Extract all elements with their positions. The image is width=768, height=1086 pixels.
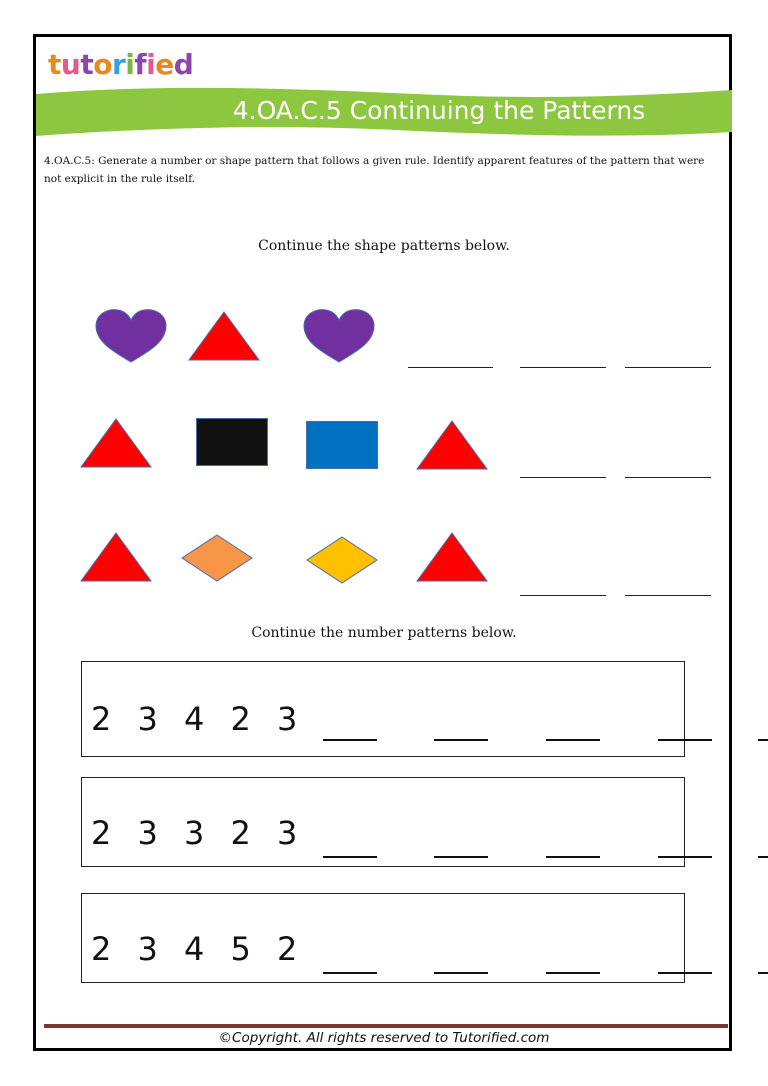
copyright-notice: ©Copyright. All rights reserved to Tutorified.com: [218, 1030, 550, 1046]
number-answer-blank[interactable]: [546, 739, 600, 741]
rectangle-shape: [195, 417, 269, 467]
number-answer-blank[interactable]: [658, 739, 712, 741]
heart-shape: [94, 308, 168, 364]
standard-description: 4.OA.C.5: Generate a number or shape pattern that follows a given rule. Identify apparent features of the pattern that were not explicit in the rule itself.: [44, 155, 705, 185]
logo-letter: r: [111, 48, 126, 81]
shape-answer-blank[interactable]: [408, 367, 493, 368]
pattern-number: 5: [230, 930, 251, 968]
logo-letter: o: [93, 48, 112, 81]
logo-letter: u: [60, 48, 81, 81]
number-answer-blank[interactable]: [434, 739, 488, 741]
number-answer-blank[interactable]: [758, 739, 768, 741]
pattern-number: 2: [91, 814, 112, 852]
number-pattern: [91, 930, 324, 968]
pattern-number: 3: [277, 700, 298, 738]
logo-letter: f: [134, 48, 147, 81]
shape-answer-blank[interactable]: [625, 477, 711, 478]
pattern-number: 3: [137, 814, 158, 852]
shape-instruction: Continue the shape patterns below.: [258, 238, 510, 254]
pattern-number: 3: [137, 700, 158, 738]
number-answer-blank[interactable]: [758, 972, 768, 974]
shape-answer-blank[interactable]: [520, 595, 606, 596]
shape-answer-blank[interactable]: [520, 477, 606, 478]
triangle-shape: [415, 419, 489, 471]
number-answer-blank[interactable]: [323, 972, 377, 974]
diamond-shape: [305, 535, 379, 585]
number-pattern: [91, 814, 324, 852]
triangle-shape: [187, 310, 261, 362]
number-instruction: Continue the number patterns below.: [251, 625, 517, 641]
page-title: 4.OA.C.5 Continuing the Patterns: [232, 96, 646, 125]
pattern-number: 2: [230, 700, 251, 738]
pattern-number: 2: [91, 700, 112, 738]
number-answer-blank[interactable]: [546, 856, 600, 858]
number-answer-blank[interactable]: [323, 739, 377, 741]
number-answer-blank[interactable]: [434, 972, 488, 974]
triangle-shape: [79, 531, 153, 583]
number-answer-blank[interactable]: [546, 972, 600, 974]
number-pattern: [91, 700, 324, 738]
number-answer-blank[interactable]: [434, 856, 488, 858]
triangle-shape: [79, 417, 153, 469]
logo-letter: e: [155, 48, 174, 81]
diamond-shape: [180, 533, 254, 583]
number-answer-blank[interactable]: [323, 856, 377, 858]
pattern-number: 2: [91, 930, 112, 968]
pattern-number: 4: [184, 700, 205, 738]
shape-answer-blank[interactable]: [625, 367, 711, 368]
logo-letter: d: [173, 48, 194, 81]
number-answer-blank[interactable]: [658, 972, 712, 974]
pattern-number: 3: [184, 814, 205, 852]
pattern-number: 3: [137, 930, 158, 968]
pattern-number: 4: [184, 930, 205, 968]
heart-shape: [302, 308, 376, 364]
pattern-number: 2: [277, 930, 298, 968]
logo-letter: t: [80, 48, 94, 81]
rectangle-shape: [305, 420, 379, 470]
pattern-number: 3: [277, 814, 298, 852]
shape-answer-blank[interactable]: [625, 595, 711, 596]
logo-letter: i: [146, 48, 156, 81]
number-answer-blank[interactable]: [758, 856, 768, 858]
triangle-shape: [415, 531, 489, 583]
logo-letter: i: [125, 48, 135, 81]
number-answer-blank[interactable]: [658, 856, 712, 858]
pattern-number: 2: [230, 814, 251, 852]
logo-letter: t: [48, 48, 61, 81]
shape-answer-blank[interactable]: [520, 367, 606, 368]
tutorified-logo: [48, 48, 193, 86]
footer-divider: [44, 1024, 728, 1028]
